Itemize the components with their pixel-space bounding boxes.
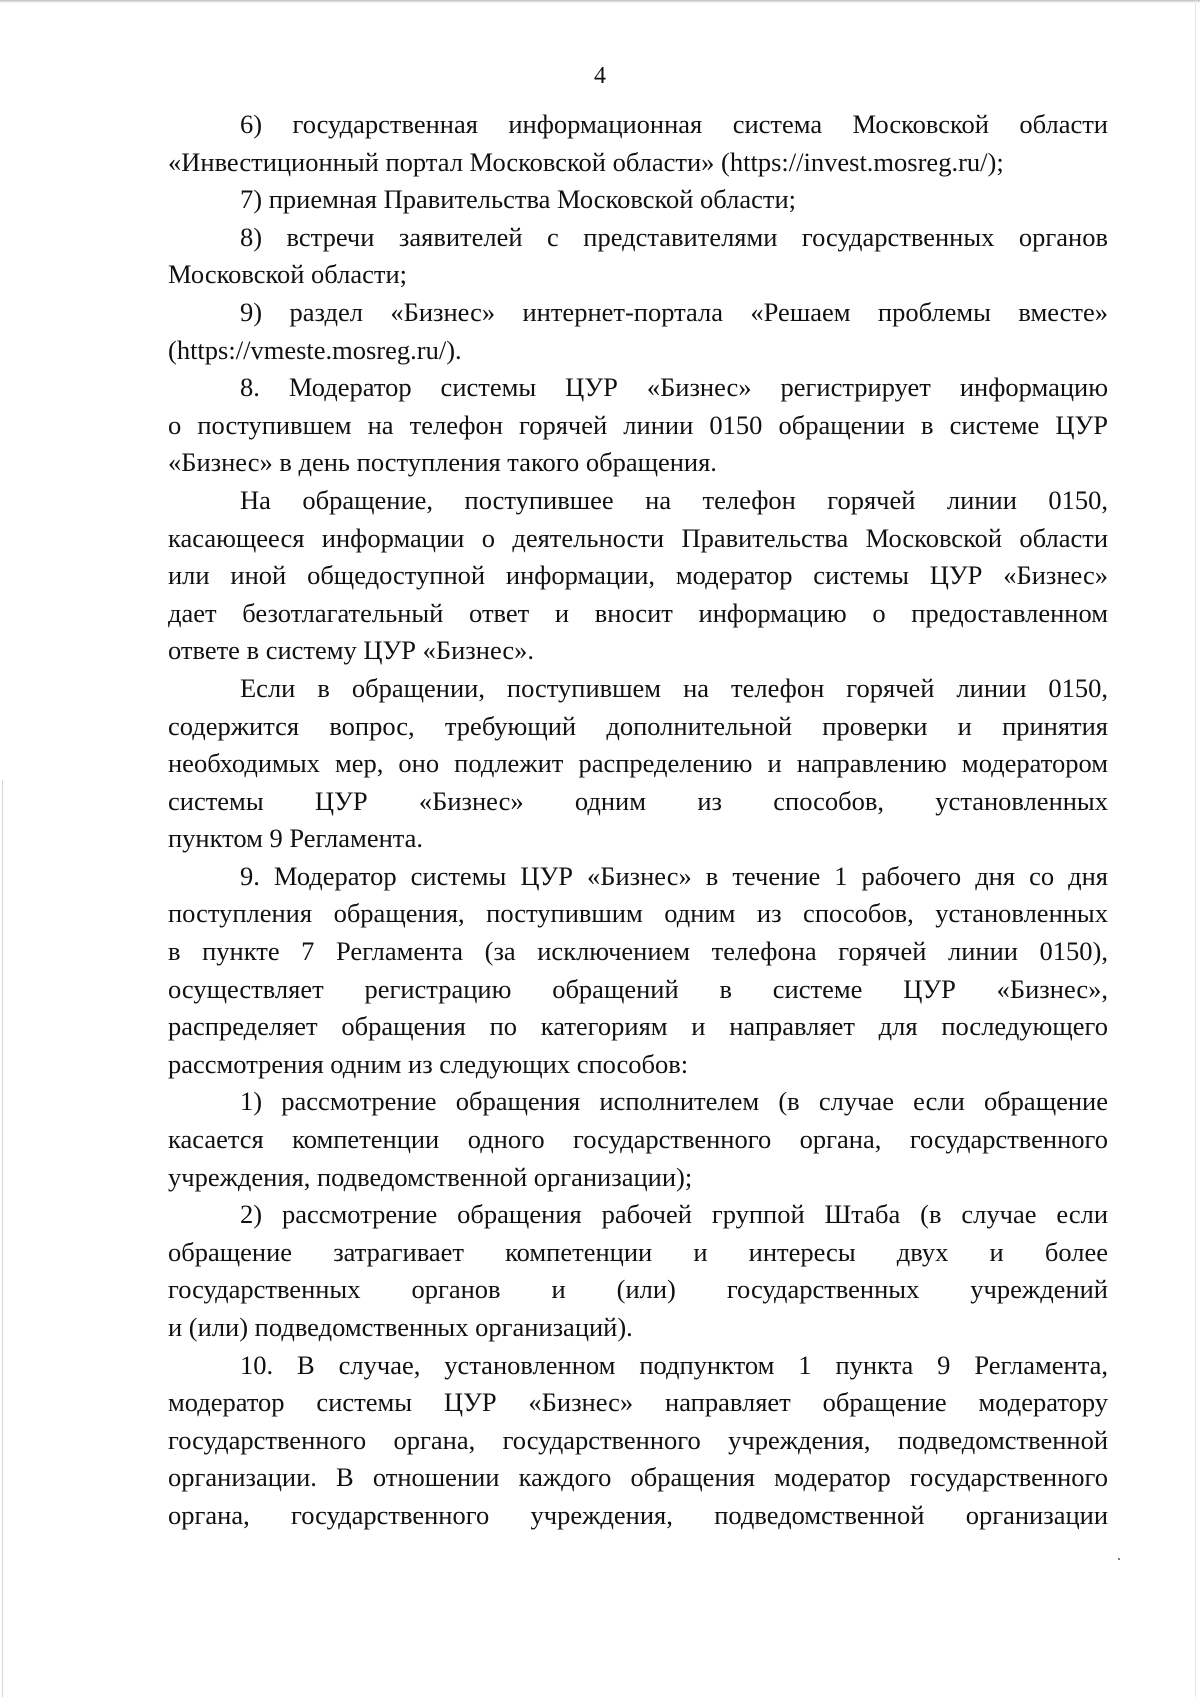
text-line: государственных органов и (или) государственных учреждений bbox=[168, 1274, 1108, 1305]
text-line: поступления обращения, поступившим одним из способов, установленных bbox=[168, 898, 1108, 929]
text-line: о поступившем на телефон горячей линии 0150 обращении в системе ЦУР bbox=[168, 409, 1108, 440]
clause-9-item-2 bbox=[168, 1196, 1108, 1346]
text-line: рассмотрения одним из следующих способов: bbox=[168, 1048, 689, 1079]
text-line: 6) государственная информационная система Московской области bbox=[240, 109, 1108, 139]
text-line: 10. В случае, установленном подпунктом 1 пункта 9 Регламента, bbox=[240, 1349, 1108, 1380]
text-line: осуществляет регистрацию обращений в системе ЦУР «Бизнес», bbox=[168, 973, 1108, 1004]
document-body bbox=[168, 106, 1108, 1535]
text-line: (https://vmeste.mosreg.ru/). bbox=[168, 334, 462, 365]
clause-10 bbox=[168, 1347, 1108, 1535]
list-item-6 bbox=[168, 106, 1108, 181]
text-line: 9. Модератор системы ЦУР «Бизнес» в течение 1 рабочего дня со дня bbox=[240, 860, 1108, 891]
text-line: Московской области; bbox=[168, 259, 408, 290]
scan-top-edge bbox=[0, 0, 1200, 3]
text-line: касается компетенции одного государственного органа, государственного bbox=[168, 1124, 1108, 1155]
text-line: распределяет обращения по категориям и направляет для последующего bbox=[168, 1011, 1108, 1042]
page-number: 4 bbox=[594, 63, 606, 89]
text-line: государственного органа, государственного учреждения, подведомственной bbox=[168, 1424, 1108, 1455]
text-line: 7) приемная Правительства Московской области; bbox=[240, 184, 796, 215]
text-line: «Инвестиционный портал Московской области» (https://invest.mosreg.ru/); bbox=[168, 146, 1004, 177]
text-line: учреждения, подведомственной организации); bbox=[168, 1161, 693, 1192]
scan-right-edge bbox=[1195, 0, 1196, 1697]
clause-9 bbox=[168, 858, 1108, 1084]
text-line: обращение затрагивает компетенции и интересы двух и более bbox=[168, 1236, 1108, 1267]
clause-8 bbox=[168, 369, 1108, 482]
text-line: и (или) подведомственных организаций). bbox=[168, 1312, 633, 1342]
list-item-9 bbox=[168, 294, 1108, 369]
text-line: «Бизнес» в день поступления такого обращения. bbox=[168, 447, 717, 478]
text-line: или иной общедоступной информации, модератор системы ЦУР «Бизнес» bbox=[168, 560, 1108, 591]
text-line: необходимых мер, оно подлежит распределению и направлению модератором bbox=[168, 748, 1108, 779]
text-line: системы ЦУР «Бизнес» одним из способов, установленных bbox=[168, 785, 1108, 816]
text-line: пунктом 9 Регламента. bbox=[168, 823, 424, 854]
clause-8-hotline-paragraph bbox=[168, 482, 1108, 670]
text-line: органа, государственного учреждения, подведомственной организации bbox=[168, 1499, 1108, 1530]
text-line: 9) раздел «Бизнес» интернет-портала «Решаем проблемы вместе» bbox=[240, 296, 1108, 327]
text-line: дает безотлагательный ответ и вносит информацию о предоставленном bbox=[168, 597, 1108, 628]
text-line: содержится вопрос, требующий дополнительной проверки и принятия bbox=[168, 710, 1108, 741]
list-item-8 bbox=[168, 219, 1108, 294]
clause-9-item-1 bbox=[168, 1083, 1108, 1196]
list-item-7 bbox=[168, 181, 1108, 219]
text-line: 1) рассмотрение обращения исполнителем (в случае если обращение bbox=[240, 1086, 1108, 1117]
text-line: в пункте 7 Регламента (за исключением телефона горячей линии 0150), bbox=[168, 936, 1108, 967]
text-line: 8. Модератор системы ЦУР «Бизнес» регистрирует информацию bbox=[240, 372, 1108, 403]
clause-8-verification-paragraph bbox=[168, 670, 1108, 858]
scan-speck bbox=[1118, 1558, 1120, 1560]
text-line: организации. В отношении каждого обращения модератор государственного bbox=[168, 1462, 1108, 1493]
text-line: На обращение, поступившее на телефон горячей линии 0150, bbox=[240, 484, 1108, 515]
text-line: 8) встречи заявителей с представителями государственных органов bbox=[240, 221, 1108, 252]
scan-left-edge bbox=[2, 780, 3, 1697]
text-line: ответе в систему ЦУР «Бизнес». bbox=[168, 635, 535, 666]
text-line: касающееся информации о деятельности Правительства Московской области bbox=[168, 522, 1108, 553]
text-line: Если в обращении, поступившем на телефон горячей линии 0150, bbox=[240, 672, 1108, 703]
text-line: 2) рассмотрение обращения рабочей группой Штаба (в случае если bbox=[240, 1199, 1108, 1230]
text-line: модератор системы ЦУР «Бизнес» направляет обращение модератору bbox=[168, 1387, 1108, 1418]
